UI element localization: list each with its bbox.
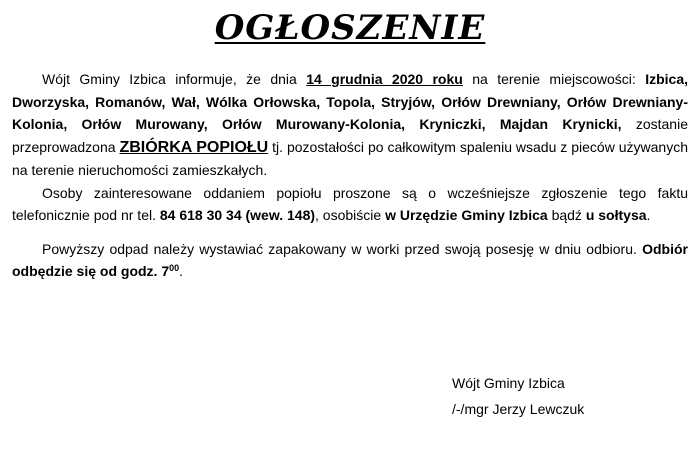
soltys-location: u sołtysa [585,207,647,223]
phone-number: 84 618 30 34 (wew. 148) [159,207,316,223]
signature-block [452,370,584,422]
paragraph-contact [12,182,688,227]
contact-intro: Osoby zainteresowane oddaniem popiołu proszone są o wcześniejsze zgłoszenie tego faktu telefonicznie pod nr tel. [12,184,688,223]
after-event-text: tj. pozostałości po całkowitym spaleniu wsadu z pieców używanych na terenie nieruchomości zamieszkałych. [12,138,688,178]
pickup-time-text: Odbiór odbędzie się od godz. 7 [12,240,688,279]
signature-title: Wójt Gminy Izbica [452,375,565,391]
paragraph-announcement [12,68,688,182]
pickup-time-minutes: 00 [169,263,180,273]
collection-date: 14 grudnia 2020 roku [306,71,463,87]
pickup-end: . [179,263,184,279]
office-location: w Urzędzie Gminy Izbica [385,207,548,223]
localities-list: Izbica, Dworzyska, Romanów, Wał, Wólka Orłowska, Topola, Stryjów, Orłów Drewniany, Orłów Drewniany-Kolonia, Orłów Murowany, Orłów Murowany-Kolonia, Kryniczki, Majdan Krynicki, [12,71,689,132]
pickup-instructions: Powyższy odpad należy wystawiać zapakowany w worki przed swoją posesję w dniu odbioru. [42,240,643,257]
contact-or: bądź [547,207,586,223]
before-event-text: zostanie przeprowadzona [12,116,688,155]
signature-name: /-/mgr Jerzy Lewczuk [452,401,585,417]
intro-text: Wójt Gminy Izbica informuje, że dnia [42,71,307,87]
event-name: ZBIÓRKA POPIOŁU [119,138,269,156]
after-date-text: na terenie miejscowości: [462,71,636,87]
page-title: OGŁOSZENIE [214,8,486,48]
paragraph-pickup [12,238,688,283]
contact-middle: , osobiście [315,207,386,223]
contact-end: . [646,207,651,223]
announcement-body [12,68,688,283]
